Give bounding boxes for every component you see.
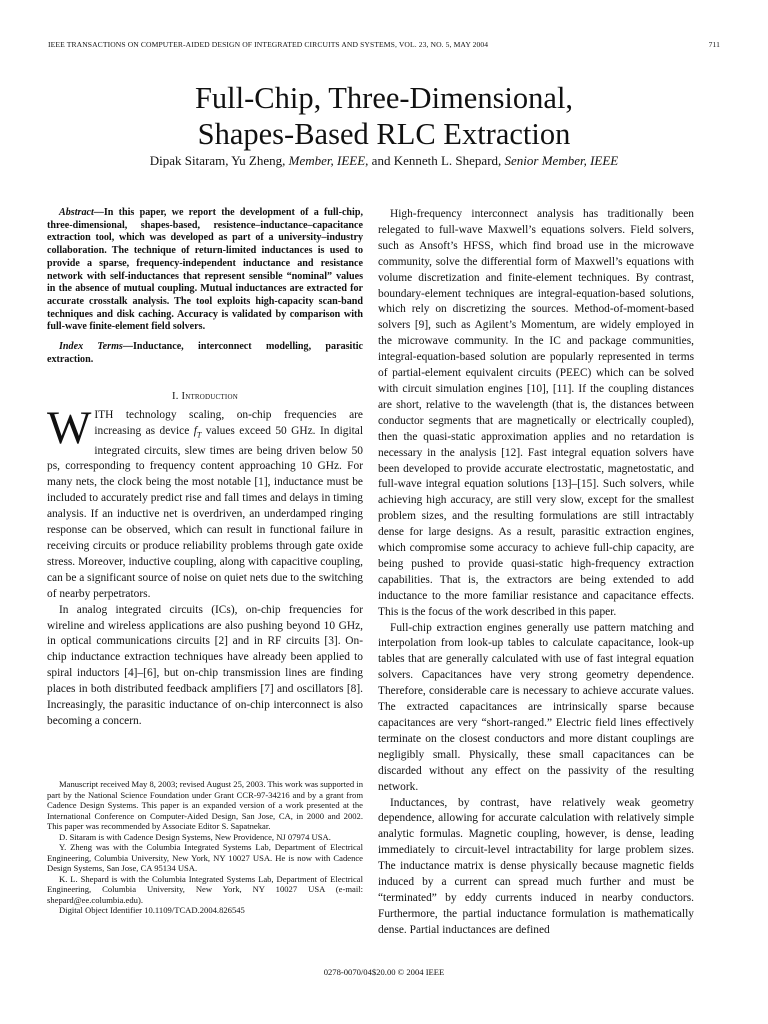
page-number: 711: [708, 40, 720, 49]
drop-cap: W: [47, 402, 92, 455]
title-line-2: Shapes-Based RLC Extraction: [197, 117, 571, 151]
section-number: I.: [172, 391, 179, 403]
intro-p1-part-a: ITH technology scaling, on-chip frequencies are increasing as device: [94, 409, 363, 438]
index-terms-label: Index Terms: [59, 341, 123, 353]
journal-name: IEEE TRANSACTIONS ON COMPUTER-AIDED DESIGN OF INTEGRATED CIRCUITS AND SYSTEMS, VOL. 23, NO. 5, MAY 2004: [48, 40, 489, 49]
author-role-2: Senior Member, IEEE: [504, 153, 619, 168]
right-column-text: [378, 207, 694, 939]
footnote-sitaram: D. Sitaram is with Cadence Design Systems, New Providence, NJ 07974 USA.: [59, 831, 331, 842]
copyright-line: 0278-0070/04$20.00 © 2004 IEEE: [323, 967, 445, 977]
footnote-zheng: Y. Zheng was with the Columbia Integrated Systems Lab, Department of Electrical Engineering, Columbia University, New York, NY 10027 USA. He is now with Cadence Design Systems, San Jose, CA 95134 USA.: [47, 842, 363, 873]
intro-p1-part-b: values exceed 50 GHz. In digital integrated circuits, slew times are being driven below 50 ps, corresponding to frequency content approaching 10 GHz. For many nets, the clock being the most notable [1], inductance must be included to accurately predict rise and fall times and delays in timing analysis. If an inductive net is overdriven, an underdamped ringing response can be observed, which can result in functional failure in receiving circuits or produce reliability problems through gate oxide stress. Moreover, inductive coupling, along with capacitive coupling, can be a significant source of noise on quiet nets due to the switching of nearby perpetrators.: [47, 425, 364, 600]
index-terms-text: —Inductance, interconnect modelling, parasitic extraction.: [47, 341, 363, 365]
title-line-1: Full-Chip, Three-Dimensional,: [194, 81, 574, 115]
abstract: [47, 207, 363, 334]
paper-title: [0, 80, 768, 152]
section-heading-introduction: [47, 391, 363, 402]
author-list: [0, 153, 768, 169]
author-names-2: , and Kenneth L. Shepard,: [365, 153, 505, 168]
abstract-label: Abstract: [59, 207, 94, 218]
footnote-shepard: K. L. Shepard is with the Columbia Integrated Systems Lab, Department of Electrical Engineering, Columbia University, New York, NY 10027 USA (e-mail: shepard@ee.columbia.edu).: [47, 873, 363, 905]
right-column: [378, 207, 694, 939]
footnote-manuscript: Manuscript received May 8, 2003; revised August 25, 2003. This work was supported in part by the National Science Foundation under Grant CCR-97-34216 and by a grant from Cadence Design Systems. This paper is an expanded version of a work presented at the International Conference on Computer-Aided Design, San Jose, CA, in 2000 and 2002. This paper was recommended by Associate Editor S. Sapatnekar.: [47, 779, 363, 831]
section-title: Introduction: [181, 391, 238, 403]
symbol-subscript-t: T: [196, 430, 202, 440]
introduction-text: [47, 402, 364, 729]
right-paragraph-3: Inductances, by contrast, have relatively weak geometry dependence, allowing for accurate calculation with relatively simple analytic formulas. Magnetic coupling, however, is dense, leading immediately to circuit-level intractability for large problem sizes. The inductance matrix is dense physically because magnetic fields induced by a current can spread much further and must be “terminated” by eddy currents induced in nearby conductors. Furthermore, the partial inductance formulation is mathematically dense. Partial inductances are defined: [378, 796, 694, 936]
abstract-text: —In this paper, we report the development of a full-chip, three-dimensional, shapes-based, resistence–inductance–capacitance extraction tool, which was developed as part of a university–industry collaboration. The technique of return-limited inductances is used to provide a sparse, frequency-independent inductance and resistance network with self-inductances that represent sensible “nominal” values in the absence of mutual coupling. Mutual inductances are extracted for accurate crosstalk analysis. The tool exploits high-capacity scan-band techniques and disk caching. Accuracy is validated by comparison with full-wave finite-element field solvers.: [47, 207, 363, 333]
index-terms: [47, 341, 363, 366]
symbol-f: f: [193, 425, 197, 438]
right-paragraph-2: Full-chip extraction engines generally use pattern matching and interpolation from look-up tables to calculate capacitance, look-up tables that are generally calculated with use of fast integral equation solvers. Capacitances have very strong geometry dependence. Therefore, considerable care is necessary to achieve accurate values. The extracted capacitances are intrinsically sparse because capacitances are very “short-ranged.” Electric field lines effectively terminate on the closest conductors and more distant couplings are negligibly small. Physically, these small capacitances can be discarded without any effect on the passivity of the resulting network.: [378, 621, 694, 793]
footnotes: [47, 779, 363, 916]
running-header: [48, 40, 720, 49]
left-column: [47, 207, 363, 730]
right-paragraph-1: High-frequency interconnect analysis has traditionally been relegated to full-wave Maxwell’s equations solvers. Field solvers, such as Ansoft’s HFSS, which find broad use in the microwave community, solve the differential form of Maxwell’s equations with volume discretization and finite-element techniques. By contrast, boundary-element techniques are integral-equation-based solutions, which rely on discretizing the sources. Method-of-moment-based solvers [9], such as Agilent’s Momentum, are widely employed in the microwave community. In the IC and package communities, integral-equation-based solution are popularly represented in terms of partial-element equivalent circuits (PEEC) which can be solved with circuit simulation engines [10], [11]. If the coupling distances are short, relative to the wavelength (that is, the distances between conductor segments that are magnetically or electrically coupled), then the quasi-static approximation applies and no retardation is necessary in the analysis [12]. Fast integral equation solvers have been developed to provide accurate electrostatic, magnetostatic, and full-wave integral equation solutions [13]–[15]. Such solvers, while achieving high accuracy, are still very slow, except for the smallest problem sizes, and the resulting formulations are still intractably dense for large designs. As a result, parasitic extraction engines, which compromise some accuracy to achieve full-chip capacity, are being pushed to provide quasi-static high-frequency extraction capabilities. That is, the extractors are being extended to add inductance to the more familiar resistance and capacitance effects. This is the focus of the work described in this paper.: [378, 208, 694, 618]
author-names-1: Dipak Sitaram, Yu Zheng,: [149, 153, 289, 168]
intro-paragraph-2: In analog integrated circuits (ICs), on-chip frequencies for wireline and wireless applications are also pushing beyond 10 GHz, in optical communications circuits [2] and in RF circuits [3]. On-chip inductance extraction techniques have already been applied to spiral inductors [4]–[6], but on-chip transmission lines are finding places in both distributed feedback amplifiers [7] and oscillators [8]. Increasingly, the parasitic inductance of on-chip interconnect is also becoming a concern.: [47, 603, 363, 727]
footnote-doi: Digital Object Identifier 10.1109/TCAD.2004.826545: [59, 905, 245, 915]
author-role-1: Member, IEEE: [288, 153, 366, 168]
intro-paragraph-1: [47, 402, 364, 602]
